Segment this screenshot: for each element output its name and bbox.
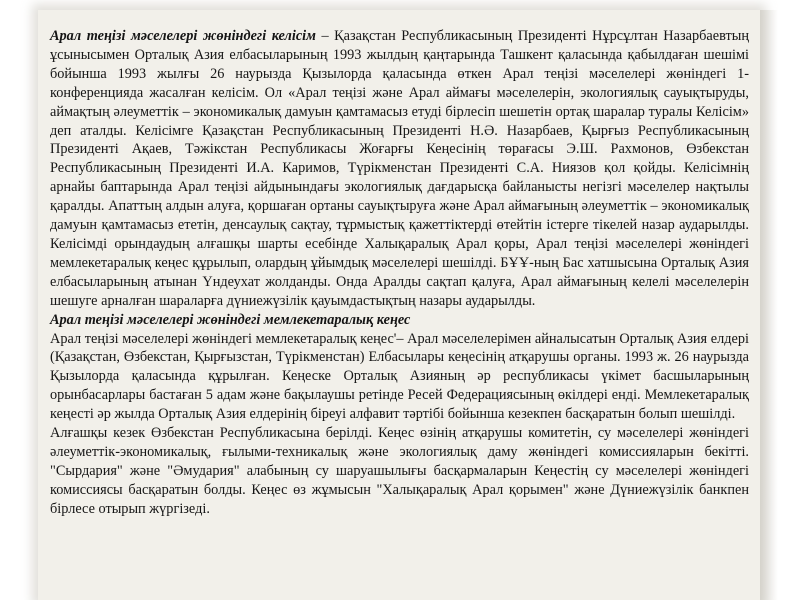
document-text [50, 27, 749, 519]
paragraph-first-turn: Алғашқы кезек Өзбекстан Республикасына берілді. Кеңес өзінің атқарушы комитетін, су мәселелері жөніндегі әлеуметтік-экономикалық, ғылыми-техникалық және экологиялық даму жөніндегі комиссияларын бекітті. "Сырдария" және "Әмудария" алабының су шаруашылығы басқармаларын Кеңестің су мәселелері жөніндегі комиссиясы басқаратын болды. Кеңес өз жұмысын "Халықаралық Арал қорымен" және Дүниежүзілік банкпен бірлесе отырып жүргізеді. [50, 425, 749, 517]
heading-interstate-council: Арал теңізі мәселелері жөніндегі мемлекетаралық кеңес [50, 311, 411, 328]
body-aral-agreement: – Қазақстан Республикасының Президенті Нұрсұлтан Назарбаевтың ұсынысымен Орталық Азия елбасыларының 1993 жылдың қаңтарында Ташкент қаласында қабылдаған шешімі бойынша 1993 жылғы 26 наурызда Қызылорда қаласында өткен Арал теңізі мәселелері жөніндегі 1-конференцияда жасалған келісім. Ол «Арал теңізі және Арал аймағы мәселелерін, экологиялық сауықтыруды, аймақтың әлеуметтік – экономикалық дамуын қамтамасыз етуді бірлесіп шешетін ортақ шаралар туралы Келісім» деп аталды. Келісімге Қазақстан Республикасының Президенті Н.Ә. Назарбаев, Қырғыз Республикасының Президенті Ақаев, Тәжікстан Республикасы Жоғарғы Кеңесінің төрағасы Э.Ш. Рахмонов, Өзбекстан Республикасының Президенті И.А. Каримов, Түрікменстан Президенті С.А. Ниязов қол қойды. Келісімнің арнайы баптарында Арал теңізі айдынындағы экологиялық дағдарысқа байланысты негізгі мәселелер нақтылы қаралды. Апаттың алдын алуға, қоршаған ортаны сауықтыруға және Арал аймағының әлеуметтік – экономикалық дамуын қамтамасыз ететін, денсаулық сақтау, тұрмыстық қажеттіктерді өтейтін істерге тікелей назар аударылды. Келісімді орындаудың алғашқы шарты есебінде Халықаралық Арал қоры, Арал теңізі мәселелері жөніндегі мемлекетаралық кеңес құрылып, олардың ұйымдық мәселелері шешілді. БҰҰ-ның Бас хатшысына Орталық Азия елбасыларының атынан Үндеухат жолданды. Онда Аралды сақтап қалуға, Арал аймағының келелі мәселелерін шешуге арналған шараларға дүниежүзілік қауымдастықтың назары аударылды. [50, 28, 749, 309]
heading-aral-agreement: Арал теңізі мәселелері жөніндегі келісім [50, 28, 316, 44]
section-aral-agreement [50, 27, 749, 311]
panel-shadow [760, 10, 778, 600]
paragraph-interstate-council: Арал теңізі мәселелері жөніндегі мемлекетаралық кеңес'– Арал мәселелерімен айналысатын Орталық Азия елдері (Қазақстан, Өзбекстан, Қырғызстан, Түрікменстан) Елбасылары кеңесінің атқарушы органы. 1993 ж. 26 наурызда Қызылорда қаласында құрылған. Кеңеске Орталық Азияның әр республикасы үкімет басшыларының орынбасарлары бастаған 5 адам және бақылаушы ретінде Ресей Федерациясының өкілдері енді. Мемлекетаралық кеңесті әр жылда Орталық Азия елдерінің біреуі алфавит тәртібі бойынша кезекпен басқаратын болып шешілді. [50, 330, 749, 423]
